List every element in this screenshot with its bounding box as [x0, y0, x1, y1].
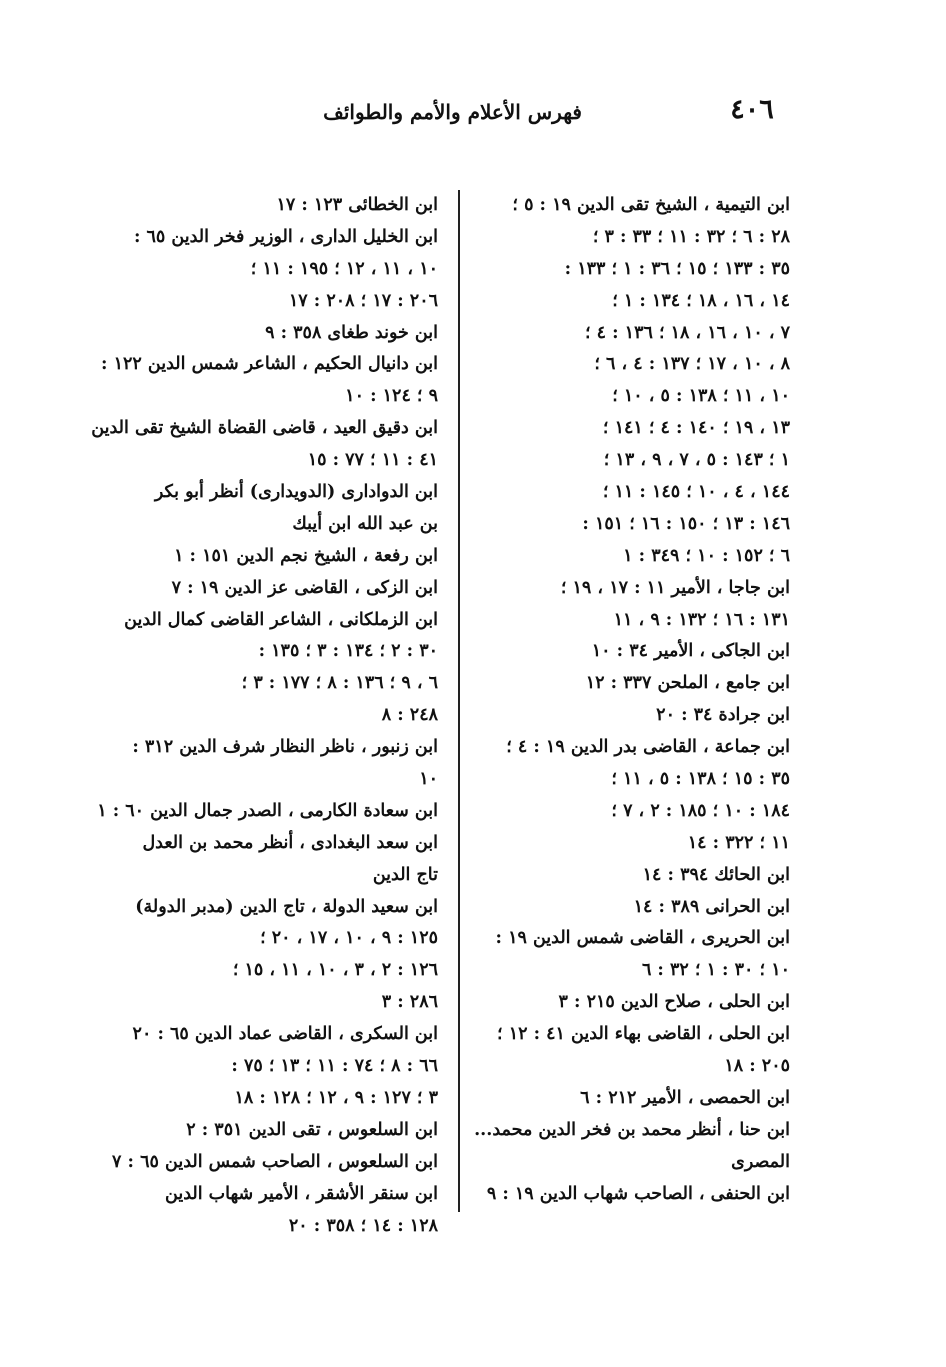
index-line: ابن سعد البغدادى ، أنظر محمد بن العدل [142, 832, 438, 853]
page-title: فهرس الأعلام والأمم والطوائف [323, 100, 582, 124]
index-line: ٩ ؛ ١٢٤ : ١٠ [345, 386, 438, 407]
index-column-right [474, 190, 790, 1211]
index-line: ٦ ، ٩ ؛ ١٣٦ : ٨ ؛ ١٧٧ : ٣ ؛ [241, 673, 438, 694]
index-line: ٢٠٥ : ١٨ [724, 1056, 790, 1077]
index-line: ابن الحلى ، صلاح الدين ٢١٥ : ٣ [558, 992, 790, 1013]
index-line: ابن دانيال الحكيم ، الشاعر شمس الدين ١٢٢ : [101, 354, 438, 375]
index-line: ابن سعيد الدولة ، تاج الدين (مدبر الدولة) [135, 896, 438, 917]
index-line: ٢٤٨ : ٨ [381, 705, 438, 726]
index-line: المصرى [731, 1151, 790, 1172]
index-line: ١٤ ، ١٦ ، ١٨ ؛ ١٣٤ : ١ ؛ [612, 290, 790, 311]
index-line: ٢٠٦ : ١٧ ؛ ٢٠٨ : ١٧ [288, 290, 438, 311]
index-line: ابن جرادة ٣٤ : ٢٠ [656, 705, 790, 726]
index-line: ١١ ؛ ٣٢٢ : ١٤ [687, 832, 790, 853]
index-line: ابن الخليل الدارى ، الوزير فخر الدين ٦٥ : [133, 226, 438, 247]
index-line: ١٠ ، ١١ ؛ ١٣٨ : ٥ ، ١٠ ؛ [612, 386, 790, 407]
index-line: ابن سعادة الكارمى ، الصدر جمال الدين ٦٠ : ١ [97, 800, 438, 821]
index-line: ١٠ [419, 769, 438, 790]
index-line: ١٤٤ ، ٤ ، ١٠ ؛ ١٤٥ : ١١ ؛ [602, 482, 790, 503]
index-line: ٣٥ : ١٥ ؛ ١٣٨ : ٥ ، ١١ ؛ [611, 769, 790, 790]
index-line: ٢٨ : ٦ ؛ ٣٢ : ١١ ؛ ٣٣ : ٣ ؛ [592, 226, 790, 247]
index-line: ١٤٦ : ١٣ ؛ ١٥٠ : ١٦ ؛ ١٥١ : [582, 513, 790, 534]
index-line: ابن خوند طغاى ٣٥٨ : ٩ [265, 322, 438, 343]
index-line: تاج الدين [372, 864, 438, 885]
index-line: ٦٦ : ٨ ؛ ٧٤ : ١١ ؛ ١٣ ؛ ٧٥ : [231, 1056, 438, 1077]
index-line: ابن الدوادارى (الدويدارى) أنظر أبو بكر [154, 482, 438, 503]
index-line: ٨ ، ١٠ ، ١٧ ؛ ١٣٧ : ٤ ، ٦ ؛ [594, 354, 790, 375]
index-line: ٣ ؛ ١٢٧ : ٩ ، ١٢ ؛ ١٢٨ : ١٨ [234, 1087, 438, 1108]
index-line: ابن السلعوس ، الصاحب شمس الدين ٦٥ : ٧ [112, 1151, 438, 1172]
index-line: ١٣ ، ١٩ ؛ ١٤٠ : ٤ ؛ ١٤١ ؛ [602, 418, 790, 439]
index-column-left [91, 190, 438, 1242]
index-line: ابن زنبور ، ناظر النظار شرف الدين ٣١٢ : [132, 737, 438, 758]
index-line: ابن الخطائى ١٢٣ : ١٧ [276, 195, 438, 215]
index-line: ١ ؛ ١٤٣ : ٥ ، ٧ ، ٩ ، ١٣ ؛ [603, 450, 790, 471]
column-divider [458, 190, 460, 1212]
index-line: ١٢٥ : ٩ ، ١٠ ، ١٧ ، ٢٠ ؛ [260, 928, 438, 949]
index-line: ابن الحلى ، القاضى بهاء الدين ٤١ : ١٢ ؛ [497, 1024, 790, 1045]
index-line: ابن جماعة ، القاضى بدر الدين ١٩ : ٤ ؛ [506, 737, 790, 758]
index-line: ٣٥ : ١٣٣ ؛ ١٥ ؛ ٣٦ : ١ ؛ ١٣٣ : [564, 258, 790, 279]
index-line: ابن الحرانى ٣٨٩ : ١٤ [633, 896, 790, 917]
index-line: ١٠ ؛ ٣٠ : ١ ؛ ٣٢ : ٦ [641, 960, 790, 981]
index-line: ٣٠ : ٢ ؛ ١٣٤ : ٣ ؛ ١٣٥ : [258, 641, 438, 662]
index-line: ابن الجاكى ، الأمير ٣٤ : ١٠ [591, 641, 790, 662]
index-line: ١٢٨ : ١٤ ؛ ٣٥٨ : ٢٠ [288, 1215, 438, 1236]
index-line: ١٣١ : ١٦ ؛ ١٣٢ : ٩ ، ١١ [613, 609, 790, 630]
index-line: ابن رفعة ، الشيخ نجم الدين ١٥١ : ١ [174, 545, 438, 566]
index-line: ٤١ : ١١ ؛ ٧٧ : ١٥ [307, 450, 438, 471]
index-line: ٢٨٦ : ٣ [381, 992, 438, 1013]
index-line: ٦ ؛ ١٥٢ : ١٠ ؛ ٣٤٩ : ١ [623, 545, 790, 566]
index-line: ابن الحنفى ، الصاحب شهاب الدين ١٩ : ٩ [486, 1183, 790, 1204]
index-line: ابن التيمية ، الشيخ تقى الدين ١٩ : ٥ ؛ [512, 195, 790, 215]
index-line: ابن حنا ، أنظر محمد بن فخر الدين محمد... [474, 1119, 790, 1140]
index-line: ابن الحائك ٣٩٤ : ١٤ [642, 864, 790, 885]
index-line: ابن الحمصى ، الأمير ٢١٢ : ٦ [580, 1087, 790, 1108]
index-line: ابن سنقر الأشقر ، الأمير شهاب الدين [165, 1183, 438, 1204]
index-line: ابن الزملكانى ، الشاعر القاضى كمال الدين [124, 609, 438, 630]
index-line: ابن دقيق العيد ، قاضى القضاة الشيخ تقى الدين [91, 418, 438, 439]
index-line: ١٠ ، ١١ ، ١٢ ؛ ١٩٥ : ١١ ؛ [250, 258, 438, 279]
page-header [0, 88, 946, 138]
index-line: ابن السلعوس ، تقى الدين ٣٥١ : ٢ [186, 1119, 438, 1140]
index-line: ابن الحريرى ، القاضى شمس الدين ١٩ : [495, 928, 790, 949]
index-line: ابن السكرى ، القاضى عماد الدين ٦٥ : ٢٠ [132, 1024, 438, 1045]
index-line: ٧ ، ١٠ ، ١٦ ، ١٨ ؛ ١٣٦ : ٤ ؛ [584, 322, 790, 343]
index-line: ابن جامع ، الملحن ٣٣٧ : ١٢ [585, 673, 790, 694]
index-line: ابن الزكى ، القاضى عز الدين ١٩ : ٧ [171, 577, 438, 598]
page-number: ٤٠٦ [730, 94, 774, 125]
index-line: ١٨٤ : ١٠ ؛ ١٨٥ : ٢ ، ٧ ؛ [611, 800, 790, 821]
index-line: بن عبد الله ابن أيبك [292, 513, 438, 534]
index-line: ابن جاجا ، الأمير ١١ : ١٧ ، ١٩ ؛ [560, 577, 790, 598]
index-line: ١٢٦ : ٢ ، ٣ ، ١٠ ، ١١ ، ١٥ ؛ [232, 960, 438, 981]
